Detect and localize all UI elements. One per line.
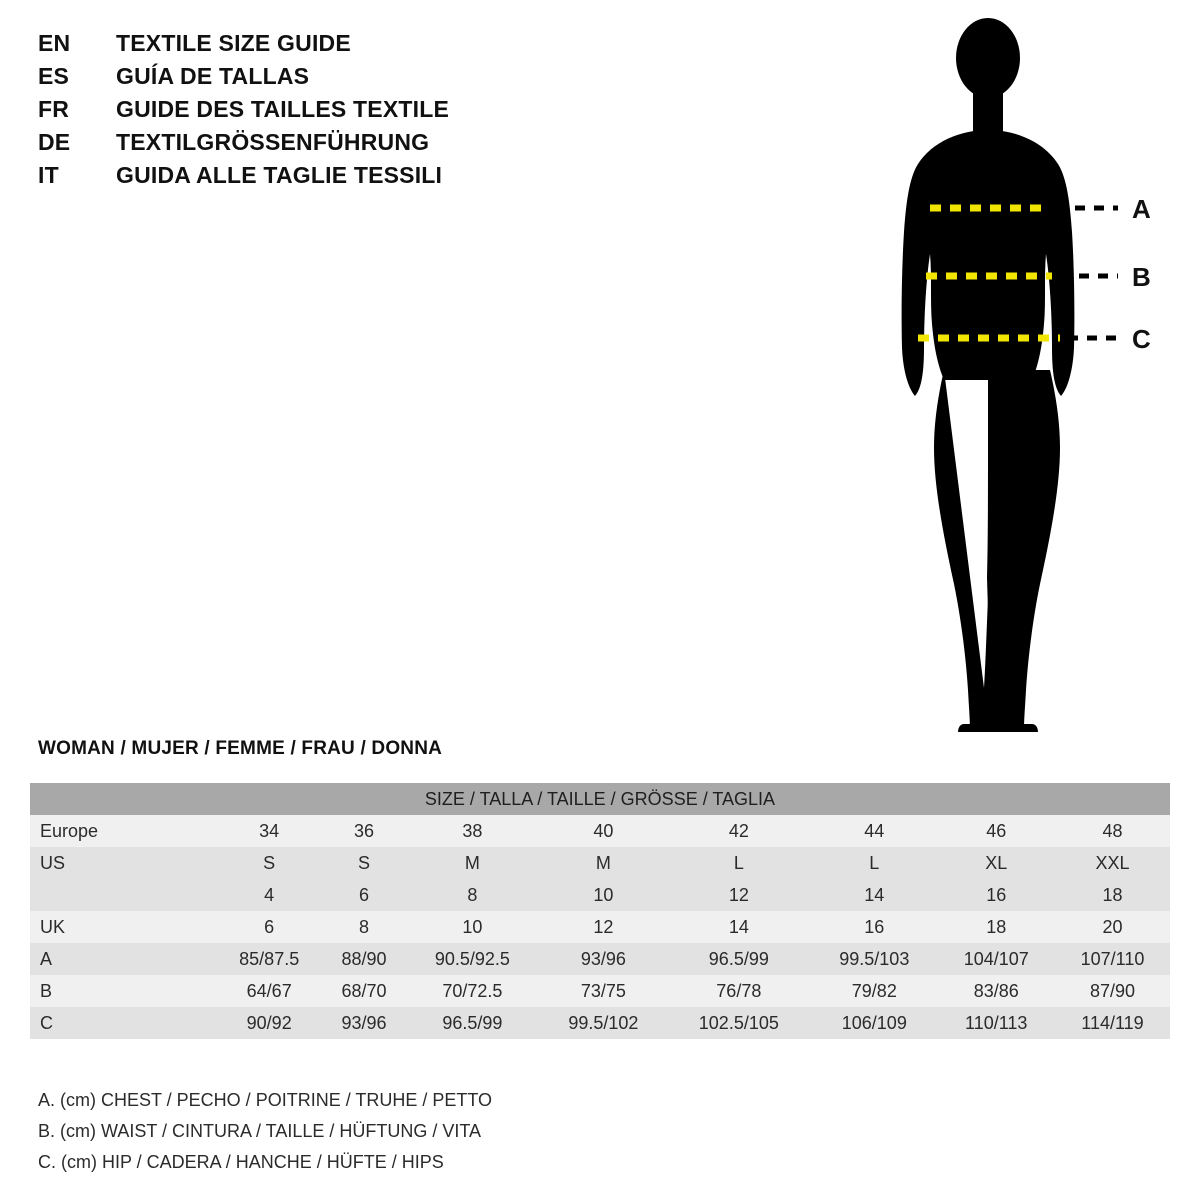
legend-item-waist: B. (cm) WAIST / CINTURA / TAILLE / HÜFTUNG / VITA (38, 1121, 482, 1141)
legend-item-chest: A. (cm) CHEST / PECHO / POITRINE / TRUHE / PETTO (38, 1090, 493, 1110)
language-row (38, 129, 598, 162)
table-row (30, 847, 1170, 879)
cell: M (405, 847, 540, 879)
language-title: GUIDA ALLE TAGLIE TESSILI (116, 162, 443, 188)
language-row (38, 162, 598, 195)
language-title: GUIDE DES TAILLES TEXTILE (116, 96, 449, 122)
female-silhouette-icon (860, 18, 1190, 748)
cell: 107/110 (1055, 943, 1170, 975)
cell: 18 (1055, 879, 1170, 911)
language-code: FR (38, 96, 70, 122)
cell: 68/70 (323, 975, 404, 1007)
cell: 44 (811, 815, 937, 847)
language-code: IT (38, 162, 59, 188)
cell: 76/78 (667, 975, 812, 1007)
cell: M (540, 847, 666, 879)
cell: S (215, 847, 323, 879)
cell: 6 (215, 911, 323, 943)
cell: 12 (667, 879, 812, 911)
cell: 70/72.5 (405, 975, 540, 1007)
measurement-legend (38, 1090, 738, 1183)
language-row (38, 63, 598, 96)
language-row (38, 96, 598, 129)
cell: 88/90 (323, 943, 404, 975)
size-table (30, 783, 1170, 1039)
cell: 106/109 (811, 1007, 937, 1039)
cell: 90.5/92.5 (405, 943, 540, 975)
cell: 73/75 (540, 975, 666, 1007)
cell: 64/67 (215, 975, 323, 1007)
legend-item-hip: C. (cm) HIP / CADERA / HANCHE / HÜFTE / HIPS (38, 1152, 444, 1172)
table-header-label: SIZE / TALLA / TAILLE / GRÖSSE / TAGLIA (30, 783, 1170, 815)
cell: 16 (938, 879, 1055, 911)
cell: 46 (938, 815, 1055, 847)
row-label (30, 879, 215, 911)
cell: 10 (405, 911, 540, 943)
row-label: B (30, 975, 215, 1007)
cell: 93/96 (540, 943, 666, 975)
cell: 110/113 (938, 1007, 1055, 1039)
cell: 14 (811, 879, 937, 911)
cell: 102.5/105 (667, 1007, 812, 1039)
cell: L (667, 847, 812, 879)
cell: 87/90 (1055, 975, 1170, 1007)
language-code: ES (38, 63, 70, 89)
cell: L (811, 847, 937, 879)
cell: 14 (667, 911, 812, 943)
language-row (38, 30, 598, 63)
cell: 12 (540, 911, 666, 943)
cell: 42 (667, 815, 812, 847)
cell: 114/119 (1055, 1007, 1170, 1039)
marker-label-c: C (1132, 324, 1151, 354)
table-row (30, 975, 1170, 1007)
cell: 34 (215, 815, 323, 847)
cell: 16 (811, 911, 937, 943)
cell: 48 (1055, 815, 1170, 847)
cell: 4 (215, 879, 323, 911)
cell: S (323, 847, 404, 879)
cell: 20 (1055, 911, 1170, 943)
language-code: EN (38, 30, 71, 56)
cell: 79/82 (811, 975, 937, 1007)
row-label: Europe (30, 815, 215, 847)
cell: 8 (405, 879, 540, 911)
cell: 85/87.5 (215, 943, 323, 975)
table-row (30, 943, 1170, 975)
cell: 83/86 (938, 975, 1055, 1007)
marker-label-a: A (1132, 194, 1151, 224)
row-label: C (30, 1007, 215, 1039)
cell: XL (938, 847, 1055, 879)
cell: 18 (938, 911, 1055, 943)
cell: 104/107 (938, 943, 1055, 975)
cell: 6 (323, 879, 404, 911)
language-title: TEXTILE SIZE GUIDE (116, 30, 351, 56)
language-title: GUÍA DE TALLAS (116, 63, 310, 89)
table-row (30, 911, 1170, 943)
cell: 8 (323, 911, 404, 943)
language-code: DE (38, 129, 71, 155)
language-title-block (38, 30, 598, 195)
cell: 93/96 (323, 1007, 404, 1039)
row-label: UK (30, 911, 215, 943)
cell: 38 (405, 815, 540, 847)
cell: 90/92 (215, 1007, 323, 1039)
cell: XXL (1055, 847, 1170, 879)
marker-label-b: B (1132, 262, 1151, 292)
table-row (30, 879, 1170, 911)
cell: 99.5/103 (811, 943, 937, 975)
cell: 36 (323, 815, 404, 847)
row-label: A (30, 943, 215, 975)
cell: 40 (540, 815, 666, 847)
row-label: US (30, 847, 215, 879)
table-row (30, 815, 1170, 847)
section-title-woman: WOMAN / MUJER / FEMME / FRAU / DONNA (38, 738, 443, 759)
table-row (30, 1007, 1170, 1039)
language-title: TEXTILGRÖSSENFÜHRUNG (116, 129, 430, 155)
cell: 96.5/99 (405, 1007, 540, 1039)
cell: 10 (540, 879, 666, 911)
table-header-row (30, 783, 1170, 815)
body-measurement-figure (860, 18, 1190, 748)
cell: 96.5/99 (667, 943, 812, 975)
cell: 99.5/102 (540, 1007, 666, 1039)
